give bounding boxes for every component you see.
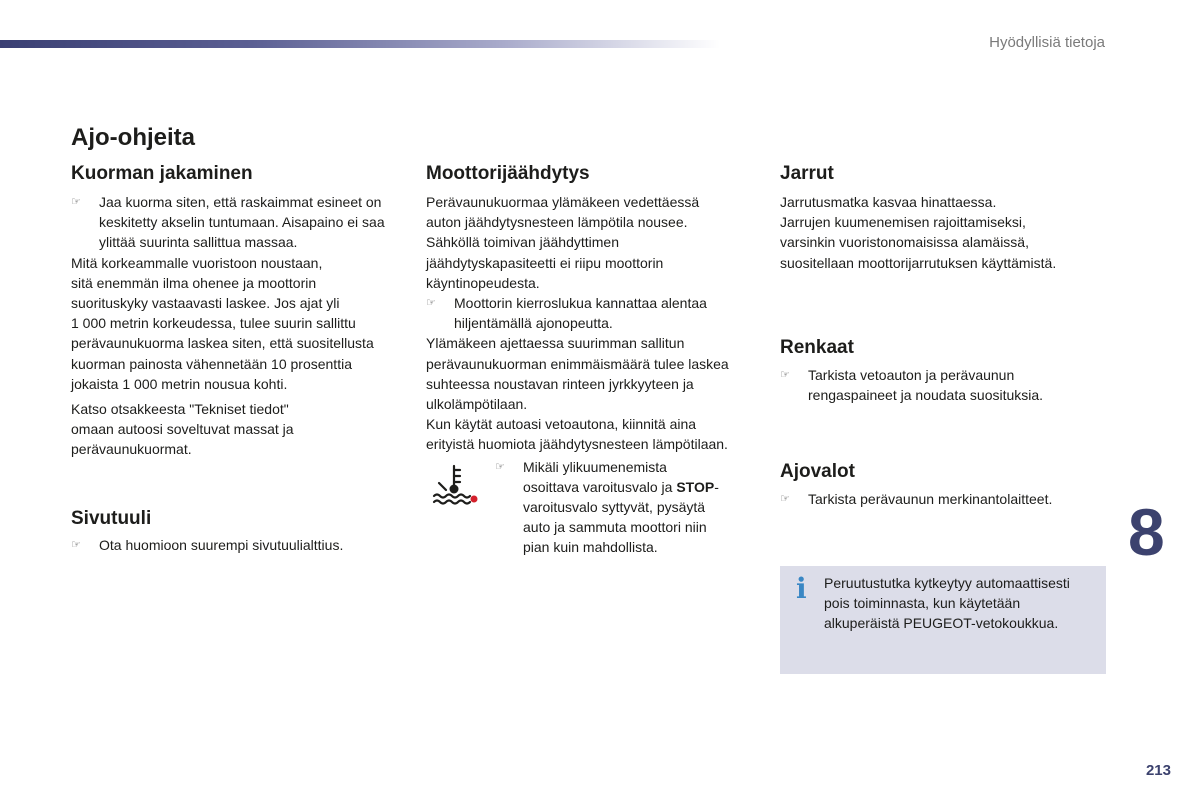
info-box: [780, 566, 1106, 674]
section-title: Hyödyllisiä tietoja: [989, 34, 1105, 51]
paragraph: Katso otsakkeesta "Tekniset tiedot" omaan autoosi soveltuvat massat ja perävaunukuormat.: [71, 401, 294, 458]
page-number: 213: [1145, 762, 1171, 779]
info-icon: i: [796, 572, 807, 605]
pointing-hand-icon: ☞: [780, 492, 790, 505]
column-moottorijaahdytys: [426, 162, 746, 558]
bullet-item: ☞ Ota huomioon suurempi sivutuulialttius.: [71, 535, 401, 555]
paragraph: Mitä korkeammalle vuoristoon noustaan, sitä enemmän ilma ohenee ja moottorin suorituskyky vastaavasti laskee. Jos ajat yli 1 000 metrin korkeudessa, tulee suurin sallittu perävaunukuorma laskea siten, että suositellusta kuorman painosta vähennetään 10 prosenttia jokaista 1 000 metrin nousua kohti.: [71, 254, 374, 392]
chapter-number: 8: [1128, 495, 1165, 569]
bullet-item: ☞ Moottorin kierroslukua kannattaa alentaa hiljentämällä ajonopeutta.: [426, 295, 707, 332]
bullet-item: ☞ Tarkista vetoauton ja perävaunun rengaspaineet ja noudata suosituksia.: [780, 367, 1044, 404]
page-title: Ajo-ohjeita: [71, 124, 195, 151]
heading-kuorman-jakaminen: Kuorman jakaminen: [71, 163, 253, 184]
pointing-hand-icon: ☞: [780, 368, 790, 381]
heading-sivutuuli: Sivutuuli: [71, 508, 152, 529]
heading-moottorijaahdytys: Moottorijäähdytys: [426, 163, 590, 184]
paragraph: Jarrutusmatka kasvaa hinattaessa. Jarrujen kuumenemisen rajoittamiseksi, varsinkin vuoristonomaisissa alamäissä, suositellaan moottorijarrutuksen käyttämistä.: [780, 194, 1057, 271]
heading-renkaat: Renkaat: [780, 337, 854, 358]
pointing-hand-icon: ☞: [426, 296, 436, 310]
column-jarrut: [780, 162, 1110, 273]
bullet-item: ☞ Jaa kuorma siten, että raskaimmat esineet on keskitetty akselin tuntumaan. Aisapaino ei saa ylittää suurinta sallittua massaa.: [71, 194, 385, 251]
overheat-warning: ☞ Mikäli ylikuumenemista osoittava varoitusvalo ja STOP- varoitusvalo syttyvät, pysäytä auto ja sammuta moottori niin pian kuin mahdollista.: [426, 457, 746, 558]
heading-ajovalot: Ajovalot: [780, 461, 855, 482]
column-ajovalot: [780, 460, 1110, 509]
column-renkaat: [780, 336, 1110, 405]
column-sivutuuli: [71, 507, 401, 555]
column-kuorman-jakaminen: [71, 162, 401, 460]
header-gradient-bar: [0, 40, 720, 48]
pointing-hand-icon: ☞: [71, 195, 81, 208]
info-text: Peruutustutka kytkeytyy automaattisesti pois toiminnasta, kun käytetään alkuperäistä PEUGEOT-vetokoukkua.: [824, 575, 1070, 632]
pointing-hand-icon: ☞: [71, 538, 81, 551]
coolant-temperature-warning-icon: [426, 463, 482, 507]
heading-jarrut: Jarrut: [780, 163, 834, 184]
paragraph: Perävaunukuormaa ylämäkeen vedettäessä auton jäähdytysnesteen lämpötila nousee. Sähköllä toimivan jäähdyttimen jäähdytyskapasiteetti ei riipu moottorin käyntinopeudesta.: [426, 194, 700, 291]
pointing-hand-icon: ☞: [495, 459, 505, 473]
paragraph: Ylämäkeen ajettaessa suurimman sallitun perävaunukuorman enimmäismäärä tulee laskea suhteessa noustavan rinteen jyrkkyyteen ja ulkolämpötilaan. Kun käytät autoasi vetoautona, kiinnitä aina erityistä huomiota jäähdytysnesteen lämpötilaan.: [426, 335, 729, 453]
bullet-item: ☞ Tarkista perävaunun merkinantolaitteet.: [780, 489, 1110, 509]
